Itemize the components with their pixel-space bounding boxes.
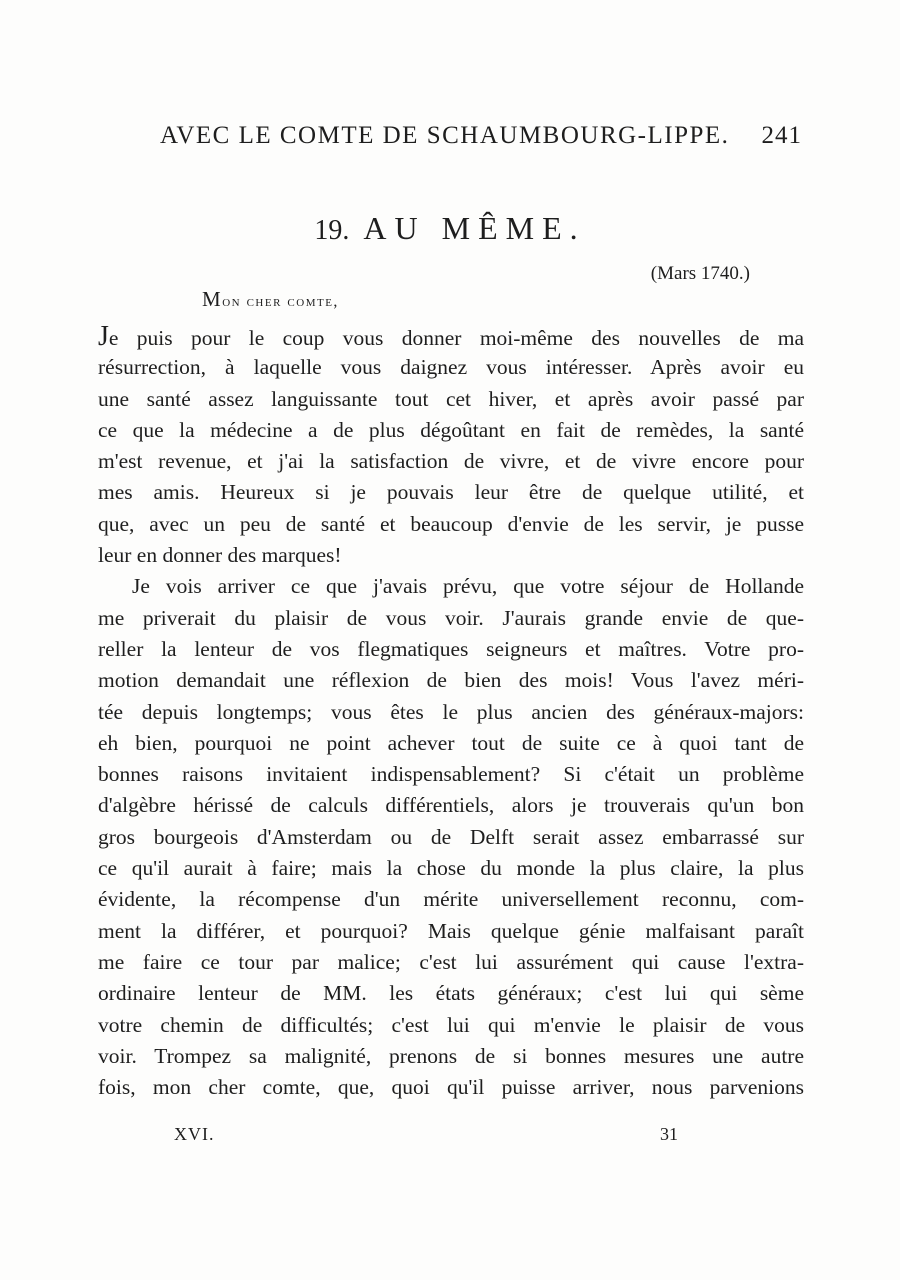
signature-mark: XVI. [174, 1124, 215, 1144]
text-line: eh bien, pourquoi ne point achever tout de suite ce à quoi tant de [98, 730, 804, 755]
text-line: me faire ce tour par malice; c'est lui assurément qui cause l'extra- [98, 949, 804, 974]
page-footer [174, 1124, 678, 1150]
text-line: me priverait du plaisir de vous voir. J'aurais grande envie de que- [98, 605, 804, 630]
text-line: tée depuis longtemps; vous êtes le plus ancien des généraux-majors: [98, 699, 804, 724]
text-line: résurrection, à laquelle vous daignez vous intéresser. Après avoir eu [98, 355, 804, 380]
running-head [160, 122, 802, 154]
text-line: m'est revenue, et j'ai la satisfaction de vivre, et de vivre encore pour [98, 449, 804, 474]
text-line-content: e puis pour le coup vous donner moi-même des nouvelles de ma [108, 326, 804, 350]
text-line: motion demandait une réflexion de bien des mois! Vous l'avez méri- [98, 668, 804, 693]
letter-body [98, 321, 804, 1103]
text-line [98, 321, 804, 352]
text-line: voir. Trompez sa malignité, prenons de si bonnes mesures une autre [98, 1043, 804, 1068]
text-line: reller la lenteur de vos flegmatiques seigneurs et maîtres. Votre pro- [98, 636, 804, 661]
page-number: 241 [761, 122, 802, 149]
text-line: d'algèbre hérissé de calculs différentiels, alors je trouverais qu'un bon [98, 793, 804, 818]
text-line: ordinaire lenteur de MM. les états généraux; c'est lui qui sème [98, 981, 804, 1006]
salutation-text: on cher comte, [222, 293, 339, 310]
signature-number: 31 [660, 1124, 678, 1144]
text-line: évidente, la récompense d'un mérite universellement reconnu, com- [98, 887, 804, 912]
text-line: ce qu'il aurait à faire; mais la chose du monde la plus claire, la plus [98, 856, 804, 881]
letter-date: (Mars 1740.) [650, 263, 750, 284]
salutation [202, 287, 339, 312]
text-line: bonnes raisons invitaient indispensablement? Si c'était un problème [98, 762, 804, 787]
text-line: une santé assez languissante tout cet hiver, et après avoir passé par [98, 386, 804, 411]
running-title: AVEC LE COMTE DE SCHAUMBOURG-LIPPE. [160, 122, 730, 149]
letter-number: 19. [314, 215, 350, 246]
text-line: Je vois arriver ce que j'avais prévu, que votre séjour de Hollande [132, 574, 804, 599]
text-line: ce que la médecine a de plus dégoûtant en fait de remèdes, la santé [98, 417, 804, 442]
letter-heading [0, 210, 900, 247]
text-line: fois, mon cher comte, que, quoi qu'il puisse arriver, nous parvenions [98, 1075, 804, 1100]
text-line: ment la différer, et pourquoi? Mais quelque génie malfaisant paraît [98, 918, 804, 943]
letter-title: AU MÊME. [363, 210, 586, 246]
text-line: gros bourgeois d'Amsterdam ou de Delft serait assez embarrassé sur [98, 824, 804, 849]
initial-letter: J [98, 321, 109, 352]
text-line: mes amis. Heureux si je pouvais leur être de quelque utilité, et [98, 480, 804, 505]
text-line: leur en donner des marques! [98, 543, 342, 568]
text-line: que, avec un peu de santé et beaucoup d'envie de les servir, je pusse [98, 511, 804, 536]
text-line: votre chemin de difficultés; c'est lui qui m'envie le plaisir de vous [98, 1012, 804, 1037]
salutation-capital: M [202, 287, 223, 311]
